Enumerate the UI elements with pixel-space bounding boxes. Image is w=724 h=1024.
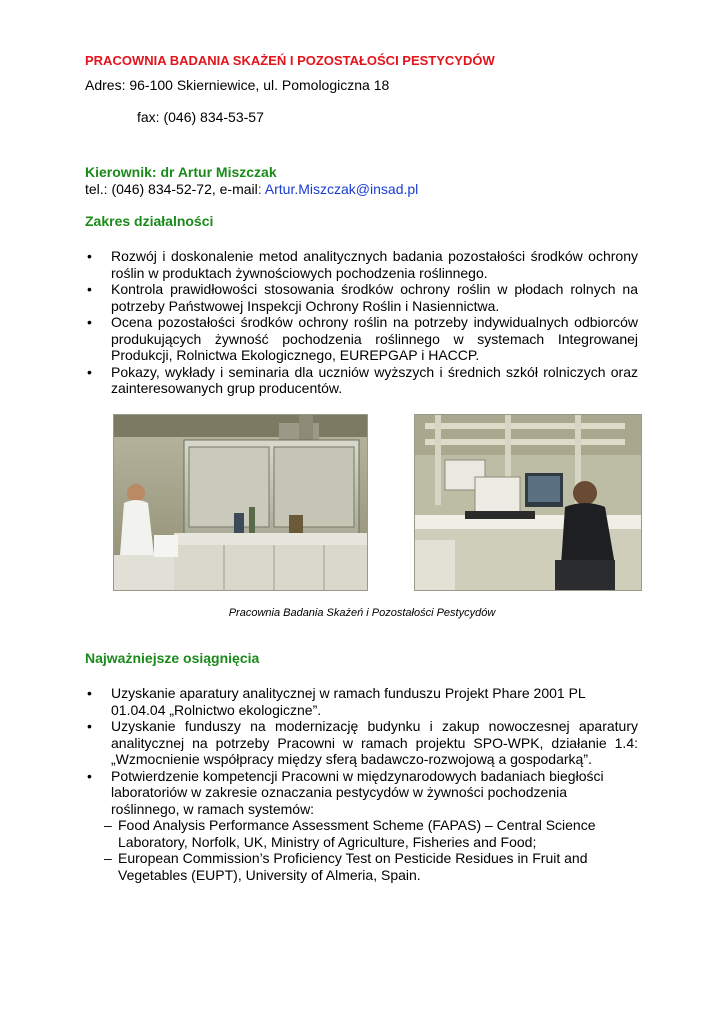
bullet-icon: •	[87, 314, 92, 330]
list-item: • Pokazy, wykłady i seminaria dla uczniów wyższych i średnich szkół rolniczych oraz zainteresowanych grup producentów.	[87, 363, 638, 396]
lab-photo-right	[414, 414, 642, 591]
dash-icon: –	[104, 850, 112, 866]
achievements-heading: Najważniejsze osiągnięcia	[85, 650, 260, 666]
page-title: PRACOWNIA BADANIA SKAŻEŃ I POZOSTAŁOŚCI PESTYCYDÓW	[85, 53, 495, 68]
list-item: – Food Analysis Performance Assessment Scheme (FAPAS) – Central Science Laboratory, Norfolk, UK, Ministry of Agriculture, Fisheries and Food;	[104, 817, 596, 850]
scope-list	[85, 248, 638, 397]
proficiency-systems-list	[104, 817, 638, 883]
bullet-icon: •	[87, 767, 92, 784]
list-item: – European Commission’s Proficiency Test on Pesticide Residues in Fruit and Vegetables (EUPT), University of Almeria, Spain.	[104, 850, 588, 883]
list-item: • Potwierdzenie kompetencji Pracowni w międzynarodowych badaniach biegłości laboratoriów w zakresie oznaczania pestycydów w żywności pochodzenia roślinnego, w ramach systemów: – Food Analysis Performance Assessment Scheme (FAPAS) – Central Science Laboratory, Norfolk, UK, Ministry of Agriculture, Fisheries and Food; – European Commission’s Proficiency Test on Pesticide Residues in Fruit and Vegetables (EUPT), University of Almeria, Spain.	[85, 768, 638, 884]
manager-heading: Kierownik: dr Artur Miszczak	[85, 164, 277, 180]
dash-icon: –	[104, 817, 112, 833]
bullet-icon: •	[87, 685, 92, 701]
list-item: • Uzyskanie aparatury analitycznej w ramach funduszu Projekt Phare 2001 PL 01.04.04 „Rolnictwo ekologiczne”.	[87, 685, 586, 718]
list-item: • Kontrola prawidłowości stosowania środków ochrony roślin w płodach rolnych na potrzeby Państwowej Inspekcji Ochrony Roślin i Nasiennictwa.	[87, 281, 638, 314]
contact-prefix: tel.: (046) 834-52-72, e-mail	[85, 181, 258, 197]
email-link[interactable]: Artur.Miszczak@insad.pl	[264, 181, 419, 197]
lab-photo-left	[113, 414, 368, 591]
list-item: • Ocena pozostałości środków ochrony roślin na potrzeby indywidualnych odbiorców produkujących żywność pochodzenia roślinnego w systemach Integrowanej Produkcji, Rolnictwa Ekologicznego, EUREPGAP i HACCP.	[87, 314, 638, 363]
list-item: • Rozwój i doskonalenie metod analitycznych badania pozostałości środków ochrony roślin w produktach żywnościowych pochodzenia roślinnego.	[87, 248, 638, 281]
email-separator: :	[257, 181, 265, 197]
list-item: • Uzyskanie funduszy na modernizację budynku i zakup nowoczesnej aparatury analitycznej na potrzeby Pracowni w ramach projektu SPO-WPK, działanie 1.4: „Wzmocnienie współpracy między sferą badawczo-rozwojową a gospodarką”.	[87, 718, 638, 767]
contact-line	[85, 181, 418, 197]
photo-caption: Pracownia Badania Skażeń i Pozostałości Pestycydów	[228, 607, 496, 619]
fax-line: fax: (046) 834-53-57	[137, 109, 264, 125]
address-line: Adres: 96-100 Skierniewice, ul. Pomologiczna 18	[85, 77, 390, 93]
bullet-icon: •	[87, 281, 92, 297]
bullet-icon: •	[87, 363, 92, 380]
bullet-icon: •	[87, 248, 92, 264]
achievements-list	[85, 685, 638, 883]
bullet-icon: •	[87, 718, 92, 734]
scope-heading: Zakres działalności	[85, 213, 214, 229]
